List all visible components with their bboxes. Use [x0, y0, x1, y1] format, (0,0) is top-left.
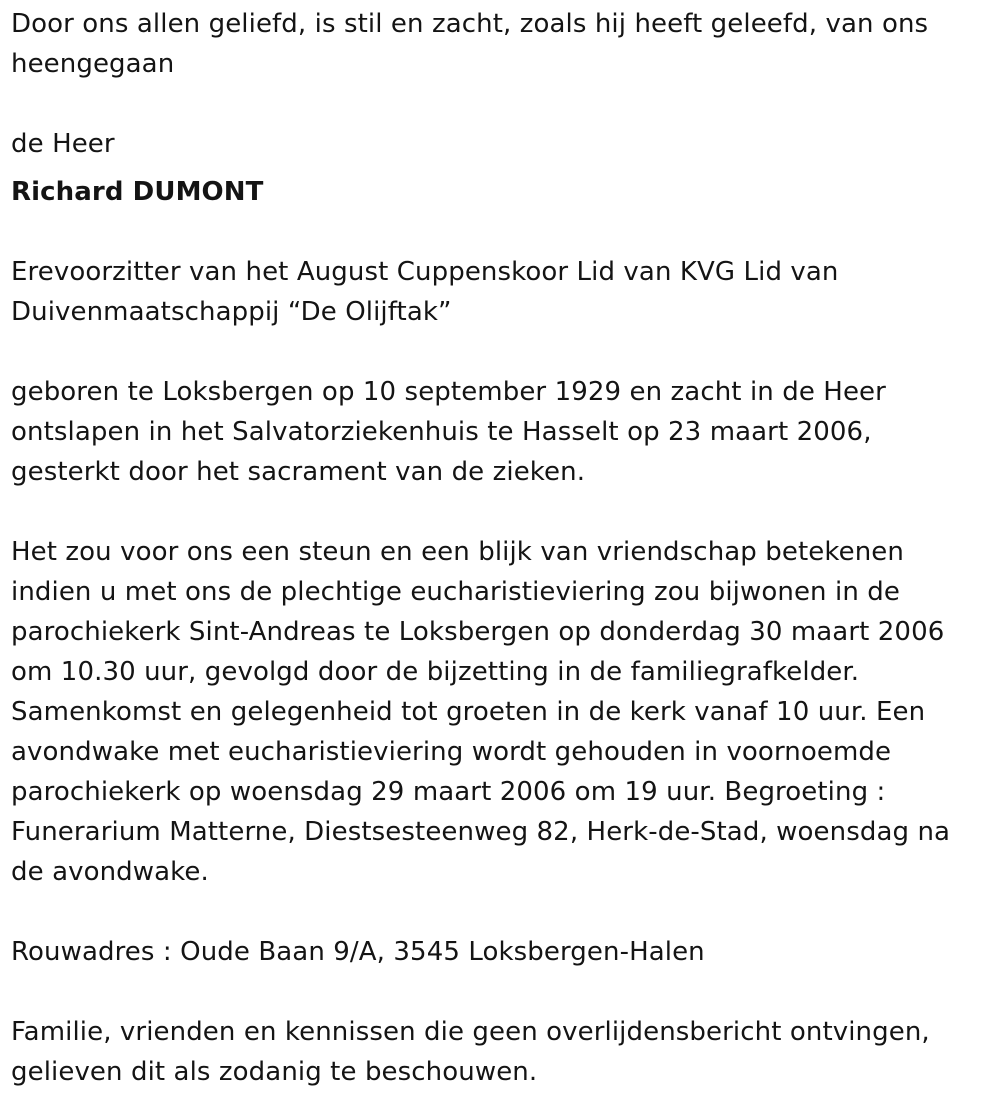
closing-text: Familie, vrienden en kennissen die geen overlijdensbericht ontvingen, gelieven dit als zodanig te beschouwen.: [11, 1017, 930, 1087]
spacer: [11, 164, 986, 172]
spacer: [11, 332, 986, 372]
titles-text: Erevoorzitter van het August Cuppenskoor Lid van KVG Lid van Duivenmaatschappij “De Olijftak”: [11, 257, 839, 327]
death-notice: [11, 4, 986, 1092]
deceased-name: Richard DUMONT: [11, 177, 264, 207]
spacer: [11, 84, 986, 124]
funeral-info-text: Het zou voor ons een steun en een blijk van vriendschap betekenen indien u met ons de plechtige eucharistieviering zou bijwonen in de parochiekerk Sint-Andreas te Loksbergen op donderdag 30 maart 2006 om 10.30 uur, gevolgd door de bijzetting in de familiegrafkelder. Samenkomst en gelegenheid tot groeten in de kerk vanaf 10 uur. Een avondwake met eucharistieviering wordt gehouden in voornoemde parochiekerk op woensdag 29 maart 2006 om 19 uur. Begroeting : Funerarium Matterne, Diestsesteenweg 82, Herk-de-Stad, woensdag na de avondwake.: [11, 537, 951, 887]
spacer: [11, 492, 986, 532]
intro-text: Door ons allen geliefd, is stil en zacht, zoals hij heeft geleefd, van ons heengegaan: [11, 9, 929, 79]
birth-death-text: geboren te Loksbergen op 10 september 1929 en zacht in de Heer ontslapen in het Salvatorziekenhuis te Hasselt op 23 maart 2006, gesterkt door het sacrament van de zieken.: [11, 377, 886, 487]
salutation: de Heer: [11, 129, 115, 159]
spacer: [11, 972, 986, 1012]
mourning-address: Rouwadres : Oude Baan 9/A, 3545 Loksbergen-Halen: [11, 937, 705, 967]
spacer: [11, 892, 986, 932]
spacer: [11, 212, 986, 252]
